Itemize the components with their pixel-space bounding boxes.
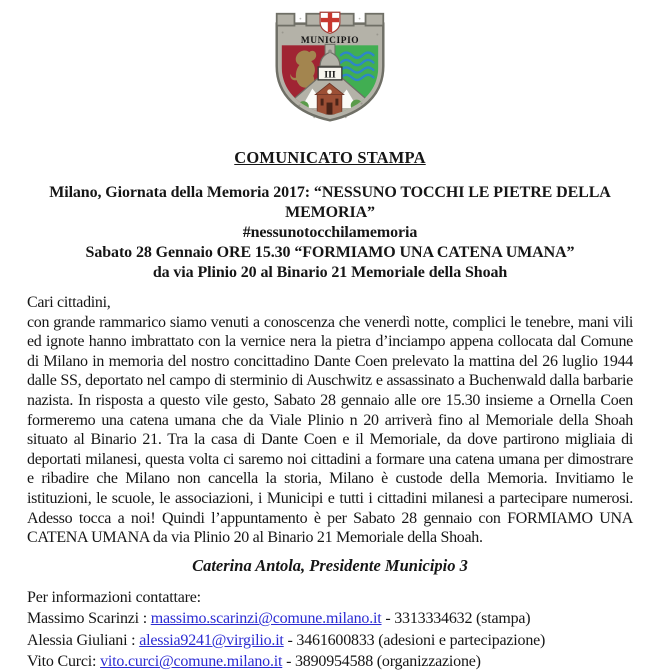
contact-row-alessia-giuliani <box>27 630 633 652</box>
contact-name: Vito Curci: <box>27 653 101 671</box>
contact-phone-role: - 3461600833 (adesioni e partecipazione) <box>283 631 546 649</box>
header-line-event: Milano, Giornata della Memoria 2017: “NESSUNO TOCCHI LE PIETRE DELLA MEMORIA” <box>49 184 611 221</box>
email-link-massimo-scarinzi[interactable]: massimo.scarinzi@comune.milano.it <box>150 610 382 628</box>
signature-line: Caterina Antola, Presidente Municipio 3 <box>192 555 468 575</box>
contact-row-vito-curci <box>27 651 633 671</box>
cross-shield-icon <box>320 12 340 33</box>
crest-icon <box>255 8 405 130</box>
header-line-datetime: Sabato 28 Gennaio ORE 15.30 “FORMIAMO UNA CATENA UMANA” <box>85 244 575 261</box>
contact-name: Alessia Giuliani : <box>27 631 140 649</box>
header-block <box>27 183 633 283</box>
contact-phone-role: - 3890954588 (organizzazione) <box>282 653 481 671</box>
municipio-3-crest <box>27 8 633 130</box>
contacts-intro: Per informazioni contattare: <box>27 588 201 606</box>
crest-label: MUNICIPIO <box>300 35 360 46</box>
email-link-vito-curci[interactable]: vito.curci@comune.milano.it <box>100 653 283 671</box>
body-text: con grande rammarico siamo venuti a conoscenza che venerdì notte, complici le tenebre, mani vili ed ignote hanno imbrattato con la vernice nera la pietra d’inciampo appena collocata dal Comune di Milano in memoria del nostro concittadino Dante Coen prelevato la mattina del 26 luglio 1944 dalle SS, deportato nel campo di sterminio di Auschwitz e assassinato a Buchenwald dalla barbarie nazista. In risposta a questo vile gesto, Sabato 28 gennaio alle ore 15.30 insieme a Ornella Coen formeremo una catena umana che da Viale Plinio n 20 arriverà fino al Memoriale della Shoah situato al Binario 21. Tra la casa di Dante Coen e il Memoriale, da dove partirono migliaia di deportati milanesi, questa volta ci saremo noi cittadini a formare una catena umana per dimostrare e ribadire che Milano non cancella la storia, Milano è custode della Memoria. Invitiamo le istituzioni, le scuole, le associazioni, i Municipi e tutti i cittadini milanesi a partecipare numerosi. Adesso tocca a noi! Quindi l’appuntamento è per Sabato 28 gennaio con FORMIAMO UNA CATENA UMANA da via Plinio 20 al Binario 21 Memoriale della Shoah. <box>27 313 633 547</box>
document-title: COMUNICATO STAMPA <box>234 148 426 167</box>
contact-phone-role: - 3313334632 (stampa) <box>381 610 531 628</box>
body-paragraph <box>27 293 633 548</box>
salutation: Cari cittadini, <box>27 294 111 311</box>
header-line-hashtag: #nessunotocchilamemoria <box>242 224 418 241</box>
header-line-route: da via Plinio 20 al Binario 21 Memoriale della Shoah <box>152 264 508 281</box>
email-link-alessia-giuliani[interactable]: alessia9241@virgilio.it <box>139 631 284 649</box>
contacts-block <box>27 587 633 671</box>
crest-numeral: III <box>324 69 336 81</box>
contact-name: Massimo Scarinzi : <box>27 610 151 628</box>
contact-row-massimo-scarinzi <box>27 608 633 630</box>
